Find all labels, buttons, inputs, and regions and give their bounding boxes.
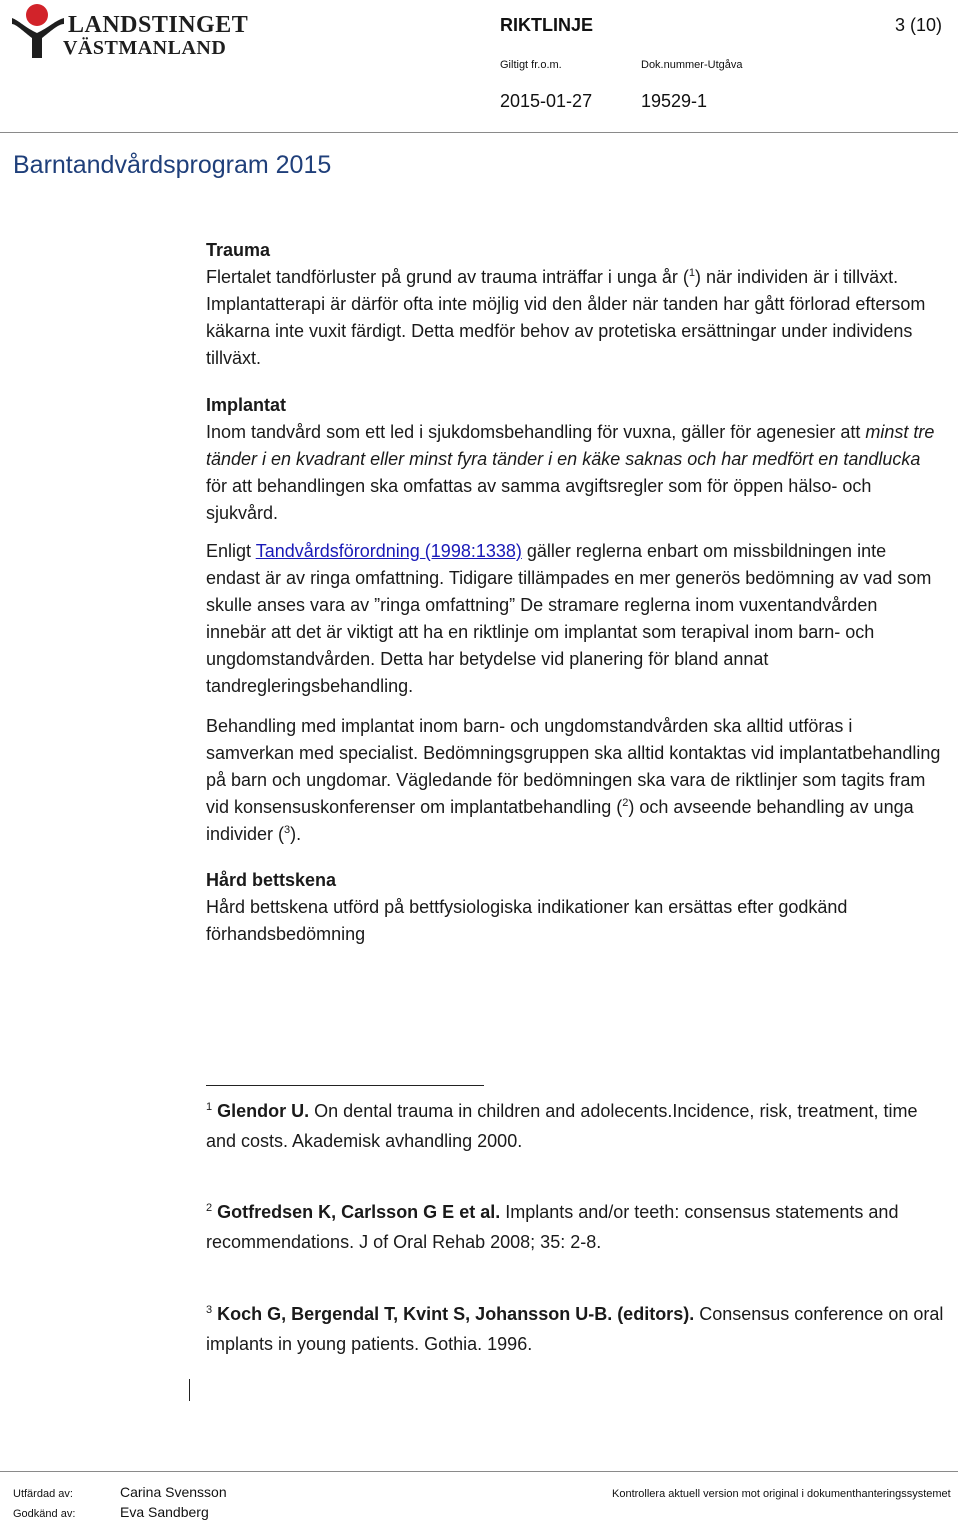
valid-from-date: 2015-01-27 [500, 91, 593, 111]
text-cursor [189, 1379, 190, 1401]
approved-by-label: Godkänd av: [13, 1508, 76, 1520]
logo-emblem-icon [10, 2, 66, 60]
header-divider [0, 132, 958, 133]
footnote-2: $^2$ Gotfredsen K, Carlsson G E et al. Implants and/or teeth: consensus statements and recommendations. J of Oral Rehab 2008; 35: 2-8. [206, 1202, 899, 1252]
landstinget-logo [10, 2, 249, 60]
logo-line-1: LANDSTINGET [68, 12, 249, 38]
section-heading: Hård bettskena [206, 870, 337, 890]
section-heading: Implantat [206, 395, 287, 415]
doc-number: 19529-1 [641, 91, 708, 111]
section-implantat [206, 392, 941, 527]
section-paragraph: Inom tandvård som ett led i sjukdomsbehandling för vuxna, gäller för agenesier att minst tre tänder i en kvadrant eller minst fyra tänder i en käke saknas och har medfört en tandlucka för att behandlingen ska omfattas av samma avgiftsregler som för öppen hälso- och sjukvård. [206, 422, 935, 523]
footnote-1: $^1$ Glendor U. On dental trauma in children and adolecents.Incidence, risk, treatment, time and costs. Akademisk avhandling 2000. [206, 1101, 918, 1151]
footnote-separator [206, 1085, 484, 1086]
page-number: 3 (10) [895, 15, 943, 35]
section-trauma [206, 237, 941, 372]
doc-number-label: Dok.nummer-Utgåva [641, 59, 743, 71]
page-title: Barntandvårdsprogram 2015 [13, 151, 332, 179]
document-type: RIKTLINJE [500, 15, 594, 35]
footer-divider [0, 1471, 958, 1472]
regulation-link[interactable]: Tandvårdsförordning (1998:1338) [255, 541, 522, 561]
logo-line-2: VÄSTMANLAND [63, 37, 227, 59]
approved-by-name: Eva Sandberg [120, 1504, 209, 1520]
version-notice: Kontrollera aktuell version mot original i dokumenthanteringssystemet [612, 1488, 951, 1500]
section-paragraph: Hård bettskena utförd på bettfysiologiska indikationer kan ersättas efter godkänd förhandsbedömning [206, 897, 848, 944]
section-paragraph: Flertalet tandförluster på grund av trauma inträffar i unga år ($^1$) när individen är i tillväxt. Implantatterapi är därför ofta inte möjlig vid den ålder när tanden har gått förlorad eftersom käkarna inte vuxit färdigt. Detta medför behov av protetiska ersättningar under individens tillväxt. [206, 267, 926, 368]
section-heading: Trauma [206, 240, 271, 260]
footnote-3: $^3$ Koch G, Bergendal T, Kvint S, Johansson U-B. (editors). Consensus conference on oral implants in young patients. Gothia. 1996. [206, 1304, 944, 1354]
section-bettskena [206, 867, 941, 948]
issued-by-name: Carina Svensson [120, 1484, 227, 1500]
implantat-paragraph-3: Behandling med implantat inom barn- och ungdomstandvården ska alltid utföras i samverkan med specialist. Bedömningsgruppen ska alltid kontaktas vid implantatbehandling på barn och ungdomar. Vägledande för bedömningen ska vara de riktlinjer som tagits fram vid konsensuskonferenser om implantatbehandling ($^2$) och avseende behandling av unga individer ($^3$). [206, 716, 941, 844]
implantat-paragraph-2: Enligt Tandvårdsförordning (1998:1338) gäller reglerna enbart om missbildningen inte endast är av ringa omfattning. Tidigare tillämpades en mer generös bedömning av vad som skulle anses vara av ”ringa omfattning” De stramare reglerna inom vuxentandvården innebär att det är viktigt att ha en riktlinje om implantat som terapival inom barn- och ungdomstandvården. Detta har betydelse vid planering för bland annat tandregleringsbehandling. [206, 541, 932, 696]
issued-by-label: Utfärdad av: [13, 1488, 73, 1500]
valid-from-label: Giltigt fr.o.m. [500, 59, 562, 71]
